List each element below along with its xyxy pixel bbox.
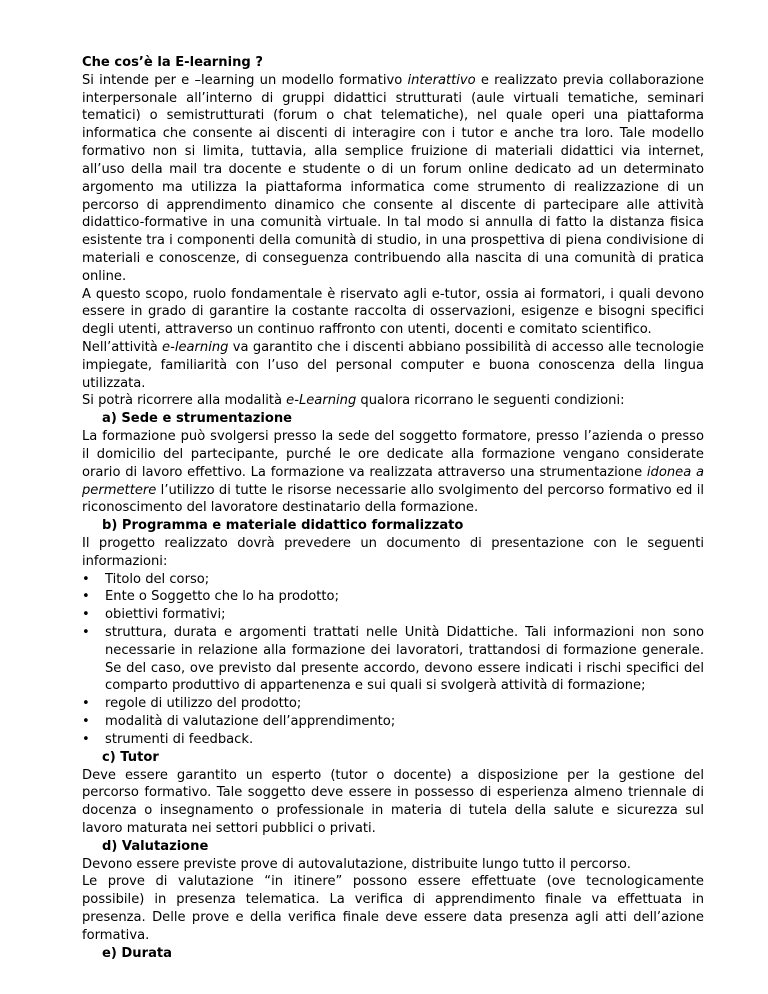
paragraph-line: informatica che consente ai discenti di interagire con i tutor e anche tra loro. Tale modello	[82, 126, 704, 142]
paragraph-line: Il progetto realizzato dovrà prevedere un documento di presentazione con le seguenti	[82, 535, 704, 551]
paragraph-line: utilizzata.	[82, 375, 146, 391]
paragraph-line: Si potrà ricorrere alla modalità e-Learning qualora ricorrano le seguenti condizioni:	[82, 393, 625, 409]
bullet-icon: •	[82, 607, 90, 623]
paragraph-line: Deve essere garantito un esperto (tutor o docente) a disposizione per la gestione del	[82, 767, 704, 783]
list-item: • obiettivi formativi;	[82, 607, 226, 623]
bullet-icon: •	[82, 589, 90, 605]
paragraph-line: degli utenti, attraverso un continuo raffronto con utenti, docenti e comitato scientifico.	[82, 322, 652, 338]
bullet-icon: •	[82, 571, 90, 587]
paragraph-line: il domicilio del partecipante, purché le ore dedicate alla formazione vengano considerate	[82, 446, 704, 462]
section-heading-b: b) Programma e materiale didattico formalizzato	[102, 518, 464, 534]
paragraph-line: all’uso della mail tra docente e studente o di un forum online dedicato ad un determinato	[82, 161, 704, 177]
paragraph-line: lavoro maturata nei settori pubblici o privati.	[82, 820, 376, 836]
paragraph-line: presenza. Delle prove e della verifica finale deve essere data presenza agli atti dell’azione	[82, 910, 704, 925]
bullet-icon: •	[82, 625, 90, 640]
bullet-icon: •	[82, 696, 90, 712]
paragraph-line: orario di lavoro effettivo. La formazione va realizzata attraverso una strumentazione idonea a	[82, 464, 704, 480]
list-item: • modalità di valutazione dell’apprendimento;	[82, 714, 396, 730]
paragraph-line: essere in grado di garantire la costante raccolta di osservazioni, esigenze e bisogni specifici	[82, 304, 704, 320]
paragraph-line: percorso di apprendimento dinamico che consente al discente di partecipare alle attività	[82, 197, 704, 213]
paragraph-line: riconoscimento del lavoratore destinatario della formazione.	[82, 500, 479, 516]
bullet-icon: •	[82, 731, 90, 747]
paragraph-line: Devono essere previste prove di autovalutazione, distribuite lungo tutto il percorso.	[82, 856, 631, 872]
paragraph-line: informazioni:	[82, 553, 168, 569]
section-heading-c: c) Tutor	[102, 749, 159, 765]
section-heading-e: e) Durata	[102, 945, 173, 961]
paragraph-line: online.	[82, 268, 127, 284]
paragraph-line: esistente tra i componenti della comunità di studio, in una prospettiva di piena condivisione di	[82, 233, 704, 249]
paragraph-line: argomento ma utilizza la piattaforma informatica come strumento di realizzazione di un	[82, 179, 704, 195]
section-heading-d: d) Valutazione	[102, 838, 209, 854]
document-heading: Che cos’è la E-learning ?	[82, 55, 263, 70]
list-item-continuation: comparto produttivo di appartenenza e sui quali si svolgerà attività di formazione;	[105, 678, 646, 694]
list-item-continuation: Se del caso, ove previsto dal presente accordo, devono essere indicati i rischi specifici del	[105, 660, 704, 676]
paragraph-line: percorso formativo. Tale soggetto deve essere in possesso di esperienza almeno triennale di	[82, 785, 704, 801]
paragraph-line: Si intende per e –learning un modello formativo interattivo e realizzato previa collaborazione	[82, 72, 704, 88]
paragraph-line: formativa.	[82, 927, 150, 943]
list-item-continuation: necessarie in relazione alla formazione dei lavoratori, trattandosi di formazione generale.	[105, 642, 704, 658]
paragraph-line: possibile) in presenza telematica. La verifica di apprendimento finale va effettuata in	[82, 892, 704, 908]
paragraph-line: interpersonale all’interno di gruppi didattici strutturati (aule virtuali tematiche, seminari	[82, 90, 704, 106]
paragraph-line: Le prove di valutazione “in itinere” possono essere effettuate (ove tecnologicamente	[82, 874, 704, 890]
paragraph-line: formativo non si limita, tuttavia, alla semplice fruizione di materiali didattici via internet,	[82, 144, 704, 160]
list-item: • Ente o Soggetto che lo ha prodotto;	[82, 589, 339, 605]
section-heading-a: a) Sede e strumentazione	[102, 411, 293, 427]
paragraph-line: impiegate, familiarità con l’uso del personal computer e buona conoscenza della lingua	[82, 357, 704, 373]
paragraph-line: Nell’attività e-learning va garantito che i discenti abbiano possibilità di accesso alle tecnologie	[82, 340, 704, 355]
paragraph-line: tematici) o semistrutturati (forum o chat telematiche), nel quale operi una piattaforma	[82, 108, 704, 124]
paragraph-line: docenza o insegnamento o professionale in materia di tutela della salute e sicurezza sul	[82, 803, 704, 819]
paragraph-line: A questo scopo, ruolo fondamentale è riservato agli e-tutor, ossia ai formatori, i quali devono	[82, 286, 704, 302]
list-item: • Titolo del corso;	[82, 571, 210, 587]
paragraph-line: permettere l’utilizzo di tutte le risorse necessarie allo svolgimento del percorso formativo ed il	[82, 482, 704, 498]
list-item: • strumenti di feedback.	[82, 731, 254, 747]
paragraph-line: didattico-formative in una comunità virtuale. In tal modo si annulla di fatto la distanza fisica	[82, 215, 704, 231]
paragraph-line: La formazione può svolgersi presso la sede del soggetto formatore, presso l’azienda o presso	[82, 429, 704, 445]
list-item: • struttura, durata e argomenti trattati nelle Unità Didattiche. Tali informazioni non sono	[82, 625, 704, 640]
list-item: • regole di utilizzo del prodotto;	[82, 696, 302, 712]
paragraph-line: materiali e conoscenze, di conseguenza contribuendo alla nascita di una comunità di pratica	[82, 250, 704, 266]
bullet-icon: •	[82, 714, 90, 730]
